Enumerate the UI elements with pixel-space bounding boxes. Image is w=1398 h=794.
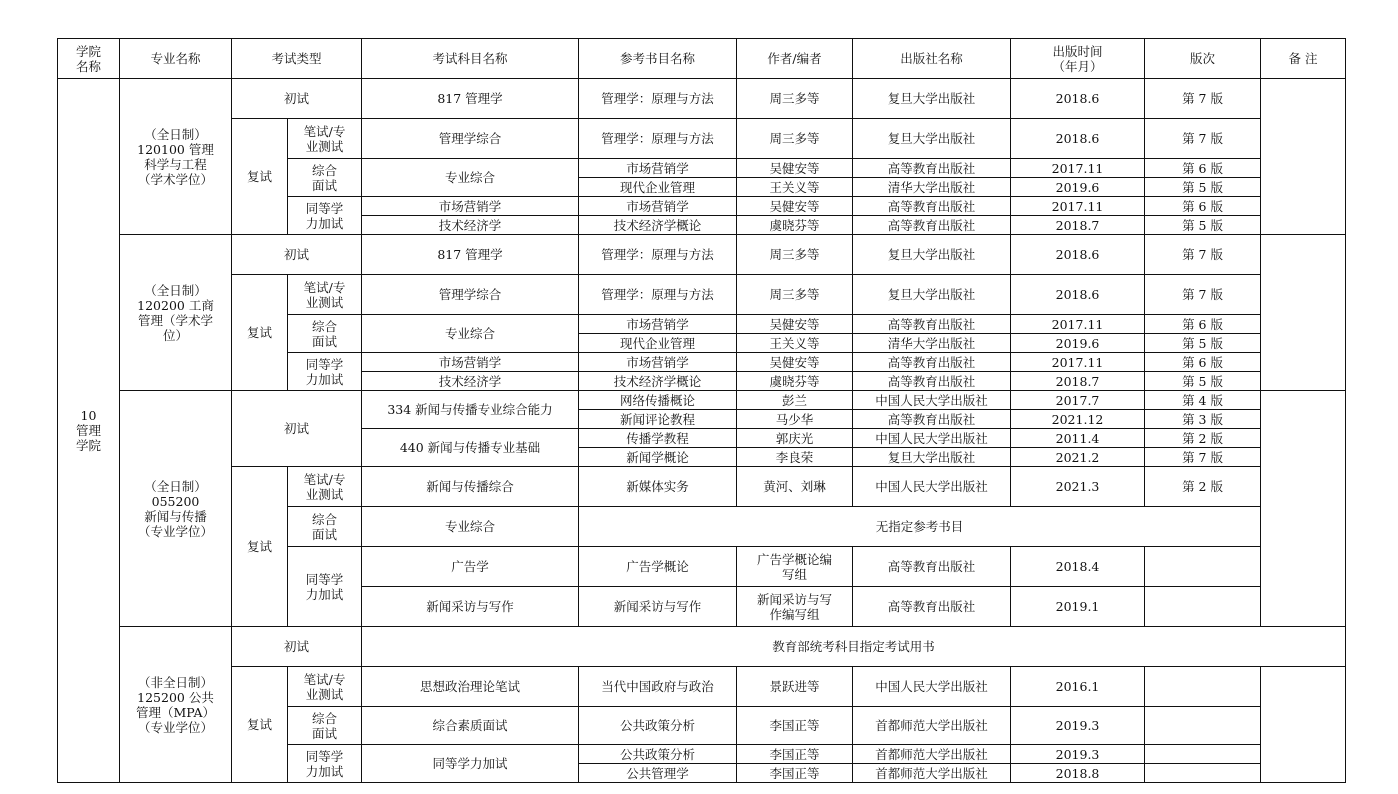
- pub-time-cell: 2021.2: [1011, 448, 1145, 467]
- exam-subtype-label: 同等学 力加试: [288, 197, 362, 235]
- publisher-cell: 复旦大学出版社: [853, 448, 1011, 467]
- unified-exam-note: 教育部统考科目指定考试用书: [362, 627, 1346, 667]
- pub-time-cell: 2019.3: [1011, 707, 1145, 745]
- edition-cell: 第 5 版: [1145, 216, 1261, 235]
- pub-time-cell: 2017.11: [1011, 159, 1145, 178]
- exam-subtype-label: 综合 面试: [288, 159, 362, 197]
- table-row: [58, 235, 1346, 275]
- publisher-cell: 高等教育出版社: [853, 547, 1011, 587]
- header-subject: 考试科目名称: [362, 39, 579, 79]
- header-remark: 备 注: [1261, 39, 1346, 79]
- pub-time-cell: 2018.6: [1011, 79, 1145, 119]
- pub-time-cell: 2018.7: [1011, 216, 1145, 235]
- edition-cell: [1145, 587, 1261, 627]
- edition-cell: 第 2 版: [1145, 429, 1261, 448]
- publisher-cell: 高等教育出版社: [853, 410, 1011, 429]
- pub-time-cell: 2021.3: [1011, 467, 1145, 507]
- edition-cell: [1145, 764, 1261, 783]
- pub-time-cell: 2019.1: [1011, 587, 1145, 627]
- pub-time-cell: 2018.6: [1011, 235, 1145, 275]
- pub-time-cell: 2018.8: [1011, 764, 1145, 783]
- book-cell: 市场营销学: [579, 197, 737, 216]
- publisher-cell: 高等教育出版社: [853, 353, 1011, 372]
- subject-cell: 334 新闻与传播专业综合能力: [362, 391, 579, 429]
- exam-type-label: 初试: [232, 391, 362, 467]
- pub-time-cell: 2017.11: [1011, 353, 1145, 372]
- exam-subtype-label: 同等学 力加试: [288, 745, 362, 783]
- subject-cell: 市场营销学: [362, 353, 579, 372]
- publisher-cell: 高等教育出版社: [853, 197, 1011, 216]
- no-reference-note: 无指定参考书目: [579, 507, 1261, 547]
- publisher-cell: 首都师范大学出版社: [853, 764, 1011, 783]
- author-cell: 李良荣: [737, 448, 853, 467]
- book-cell: 新闻学概论: [579, 448, 737, 467]
- subject-cell: 专业综合: [362, 507, 579, 547]
- exam-subtype-label: 笔试/专 业测试: [288, 275, 362, 315]
- pub-time-cell: 2017.7: [1011, 391, 1145, 410]
- header-book: 参考书目名称: [579, 39, 737, 79]
- author-cell: 周三多等: [737, 119, 853, 159]
- exam-subtype-label: 综合 面试: [288, 707, 362, 745]
- edition-cell: 第 6 版: [1145, 197, 1261, 216]
- author-cell: 李国正等: [737, 745, 853, 764]
- pub-time-cell: 2018.6: [1011, 119, 1145, 159]
- exam-subtype-label: 综合 面试: [288, 315, 362, 353]
- author-cell: 虞晓芬等: [737, 216, 853, 235]
- edition-cell: 第 6 版: [1145, 315, 1261, 334]
- exam-type-label: 初试: [232, 627, 362, 667]
- book-cell: 新闻采访与写作: [579, 587, 737, 627]
- author-cell: 吴健安等: [737, 159, 853, 178]
- publisher-cell: 高等教育出版社: [853, 159, 1011, 178]
- edition-cell: 第 6 版: [1145, 353, 1261, 372]
- book-cell: 公共管理学: [579, 764, 737, 783]
- table-row: [58, 119, 1346, 159]
- pub-time-cell: 2019.6: [1011, 178, 1145, 197]
- major-name: （全日制） 120100 管理 科学与工程 （学术学位）: [120, 79, 232, 235]
- author-cell: 郭庆光: [737, 429, 853, 448]
- header-exam-type: 考试类型: [232, 39, 362, 79]
- book-cell: 网络传播概论: [579, 391, 737, 410]
- edition-cell: 第 4 版: [1145, 391, 1261, 410]
- exam-type-label: 初试: [232, 79, 362, 119]
- pub-time-cell: 2019.6: [1011, 334, 1145, 353]
- pub-time-cell: 2018.7: [1011, 372, 1145, 391]
- table-row: [58, 391, 1346, 410]
- exam-subtype-label: 笔试/专 业测试: [288, 467, 362, 507]
- author-cell: 李国正等: [737, 707, 853, 745]
- book-cell: 公共政策分析: [579, 745, 737, 764]
- table-row: [58, 627, 1346, 667]
- publisher-cell: 中国人民大学出版社: [853, 429, 1011, 448]
- pub-time-cell: 2018.6: [1011, 275, 1145, 315]
- author-cell: 彭兰: [737, 391, 853, 410]
- remark-cell: [1261, 79, 1346, 235]
- remark-cell: [1261, 667, 1346, 783]
- edition-cell: 第 7 版: [1145, 275, 1261, 315]
- publisher-cell: 高等教育出版社: [853, 315, 1011, 334]
- author-cell: 景跃进等: [737, 667, 853, 707]
- edition-cell: [1145, 707, 1261, 745]
- subject-cell: 市场营销学: [362, 197, 579, 216]
- publisher-cell: 高等教育出版社: [853, 587, 1011, 627]
- book-cell: 市场营销学: [579, 353, 737, 372]
- book-cell: 市场营销学: [579, 315, 737, 334]
- exam-subtype-label: 同等学 力加试: [288, 547, 362, 627]
- book-cell: 管理学：原理与方法: [579, 119, 737, 159]
- book-cell: 当代中国政府与政治: [579, 667, 737, 707]
- publisher-cell: 中国人民大学出版社: [853, 391, 1011, 410]
- publisher-cell: 清华大学出版社: [853, 178, 1011, 197]
- major-name: （非全日制） 125200 公共 管理（MPA） （专业学位）: [120, 627, 232, 783]
- subject-cell: 440 新闻与传播专业基础: [362, 429, 579, 467]
- subject-cell: 专业综合: [362, 315, 579, 353]
- book-cell: 新媒体实务: [579, 467, 737, 507]
- subject-cell: 综合素质面试: [362, 707, 579, 745]
- exam-type-label: 复试: [232, 467, 288, 627]
- subject-cell: 新闻采访与写作: [362, 587, 579, 627]
- header-edition: 版次: [1145, 39, 1261, 79]
- book-cell: 管理学：原理与方法: [579, 235, 737, 275]
- exam-reference-sheet: [57, 38, 1345, 781]
- subject-cell: 思想政治理论笔试: [362, 667, 579, 707]
- edition-cell: [1145, 667, 1261, 707]
- subject-cell: 技术经济学: [362, 372, 579, 391]
- book-cell: 管理学：原理与方法: [579, 79, 737, 119]
- table-row: [58, 275, 1346, 315]
- exam-subtype-label: 综合 面试: [288, 507, 362, 547]
- header-major: 专业名称: [120, 39, 232, 79]
- publisher-cell: 复旦大学出版社: [853, 79, 1011, 119]
- exam-subtype-label: 笔试/专 业测试: [288, 667, 362, 707]
- author-cell: 新闻采访与写 作编写组: [737, 587, 853, 627]
- book-cell: 新闻评论教程: [579, 410, 737, 429]
- book-cell: 公共政策分析: [579, 707, 737, 745]
- major-name: （全日制） 055200 新闻与传播 （专业学位）: [120, 391, 232, 627]
- edition-cell: 第 7 版: [1145, 235, 1261, 275]
- header-author: 作者/编者: [737, 39, 853, 79]
- edition-cell: 第 7 版: [1145, 119, 1261, 159]
- college-name: 10 管理 学院: [58, 79, 120, 783]
- table-header-row: [58, 39, 1346, 79]
- exam-type-label: 初试: [232, 235, 362, 275]
- publisher-cell: 清华大学出版社: [853, 334, 1011, 353]
- author-cell: 虞晓芬等: [737, 372, 853, 391]
- edition-cell: [1145, 745, 1261, 764]
- author-cell: 广告学概论编 写组: [737, 547, 853, 587]
- subject-cell: 817 管理学: [362, 235, 579, 275]
- edition-cell: 第 7 版: [1145, 79, 1261, 119]
- table-row: [58, 79, 1346, 119]
- edition-cell: 第 5 版: [1145, 372, 1261, 391]
- exam-type-label: 复试: [232, 119, 288, 235]
- edition-cell: 第 2 版: [1145, 467, 1261, 507]
- exam-subtype-label: 同等学 力加试: [288, 353, 362, 391]
- book-cell: 技术经济学概论: [579, 216, 737, 235]
- major-name: （全日制） 120200 工商 管理（学术学 位）: [120, 235, 232, 391]
- pub-time-cell: 2011.4: [1011, 429, 1145, 448]
- publisher-cell: 中国人民大学出版社: [853, 667, 1011, 707]
- author-cell: 吴健安等: [737, 197, 853, 216]
- author-cell: 吴健安等: [737, 315, 853, 334]
- publisher-cell: 首都师范大学出版社: [853, 707, 1011, 745]
- table-row: [58, 667, 1346, 707]
- book-cell: 技术经济学概论: [579, 372, 737, 391]
- pub-time-cell: 2017.11: [1011, 197, 1145, 216]
- publisher-cell: 高等教育出版社: [853, 372, 1011, 391]
- author-cell: 周三多等: [737, 275, 853, 315]
- reference-book-table: [57, 38, 1346, 783]
- book-cell: 广告学概论: [579, 547, 737, 587]
- table-row: [58, 467, 1346, 507]
- author-cell: 李国正等: [737, 764, 853, 783]
- edition-cell: 第 3 版: [1145, 410, 1261, 429]
- pub-time-cell: 2021.12: [1011, 410, 1145, 429]
- book-cell: 管理学：原理与方法: [579, 275, 737, 315]
- edition-cell: 第 6 版: [1145, 159, 1261, 178]
- exam-type-label: 复试: [232, 275, 288, 391]
- subject-cell: 817 管理学: [362, 79, 579, 119]
- remark-cell: [1261, 391, 1346, 627]
- remark-cell: [1261, 235, 1346, 391]
- subject-cell: 技术经济学: [362, 216, 579, 235]
- header-college: 学院 名称: [58, 39, 120, 79]
- publisher-cell: 首都师范大学出版社: [853, 745, 1011, 764]
- author-cell: 周三多等: [737, 79, 853, 119]
- subject-cell: 广告学: [362, 547, 579, 587]
- book-cell: 市场营销学: [579, 159, 737, 178]
- publisher-cell: 复旦大学出版社: [853, 275, 1011, 315]
- subject-cell: 管理学综合: [362, 119, 579, 159]
- author-cell: 王关义等: [737, 334, 853, 353]
- edition-cell: [1145, 547, 1261, 587]
- book-cell: 传播学教程: [579, 429, 737, 448]
- edition-cell: 第 5 版: [1145, 178, 1261, 197]
- author-cell: 黄河、刘琳: [737, 467, 853, 507]
- pub-time-cell: 2018.4: [1011, 547, 1145, 587]
- author-cell: 周三多等: [737, 235, 853, 275]
- author-cell: 马少华: [737, 410, 853, 429]
- book-cell: 现代企业管理: [579, 178, 737, 197]
- book-cell: 现代企业管理: [579, 334, 737, 353]
- publisher-cell: 复旦大学出版社: [853, 119, 1011, 159]
- exam-subtype-label: 笔试/专 业测试: [288, 119, 362, 159]
- subject-cell: 专业综合: [362, 159, 579, 197]
- subject-cell: 同等学力加试: [362, 745, 579, 783]
- publisher-cell: 复旦大学出版社: [853, 235, 1011, 275]
- publisher-cell: 高等教育出版社: [853, 216, 1011, 235]
- exam-type-label: 复试: [232, 667, 288, 783]
- publisher-cell: 中国人民大学出版社: [853, 467, 1011, 507]
- subject-cell: 新闻与传播综合: [362, 467, 579, 507]
- edition-cell: 第 7 版: [1145, 448, 1261, 467]
- subject-cell: 管理学综合: [362, 275, 579, 315]
- author-cell: 吴健安等: [737, 353, 853, 372]
- pub-time-cell: 2017.11: [1011, 315, 1145, 334]
- author-cell: 王关义等: [737, 178, 853, 197]
- header-publisher: 出版社名称: [853, 39, 1011, 79]
- pub-time-cell: 2016.1: [1011, 667, 1145, 707]
- header-pub-time: 出版时间 （年月）: [1011, 39, 1145, 79]
- edition-cell: 第 5 版: [1145, 334, 1261, 353]
- pub-time-cell: 2019.3: [1011, 745, 1145, 764]
